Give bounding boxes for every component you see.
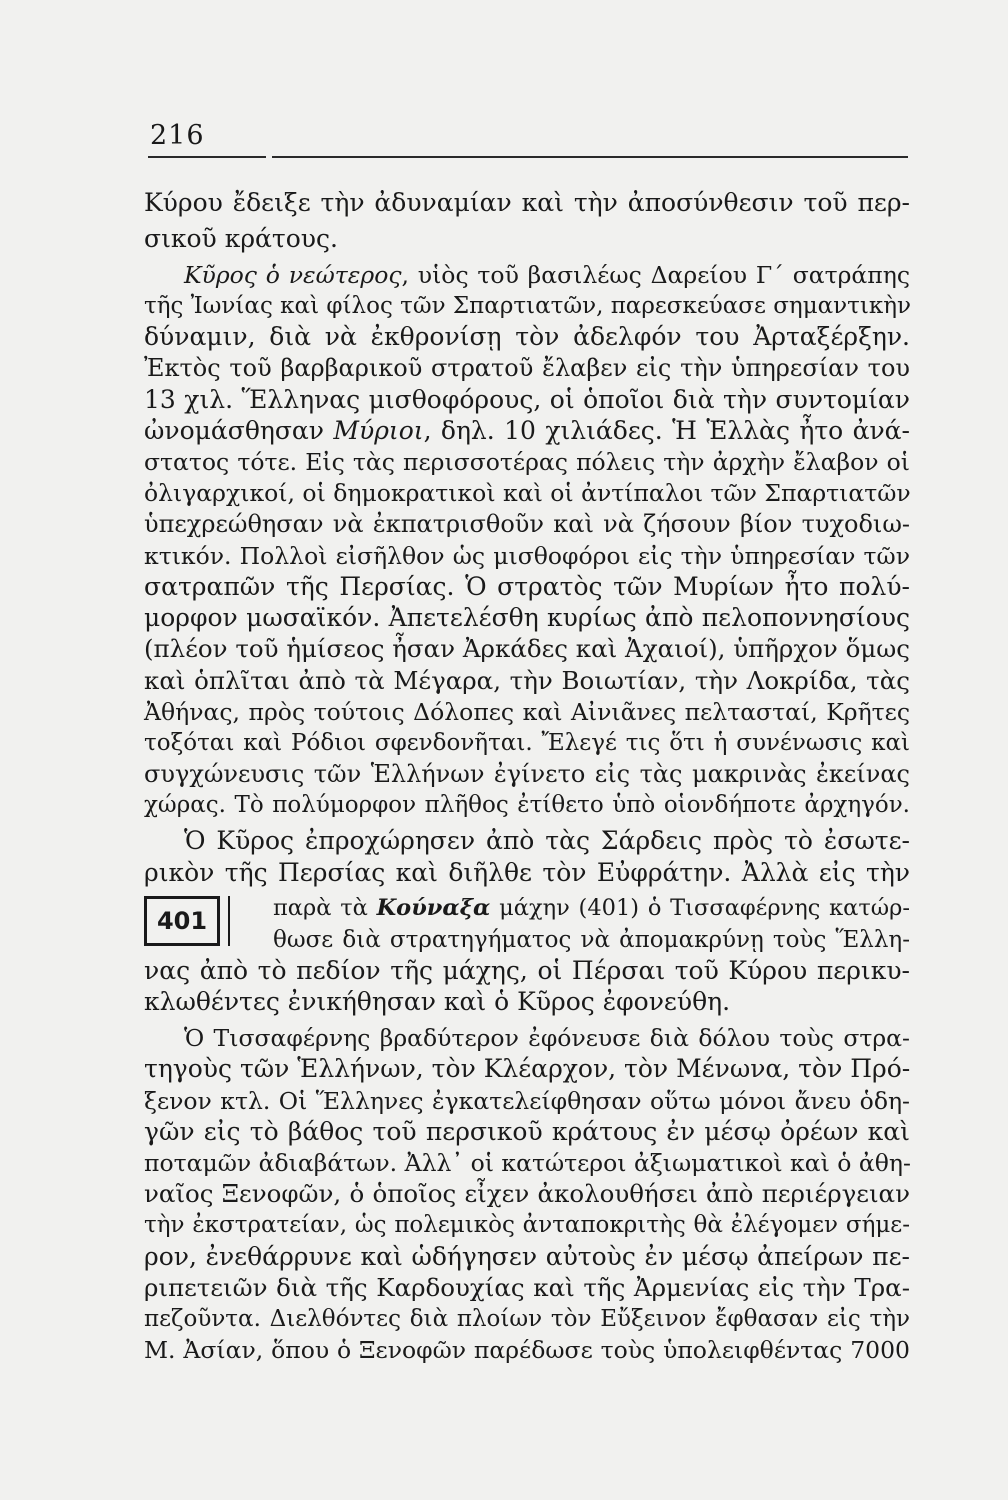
text-line: Ὁ Κῦρος ἐπροχώρησεν ἀπὸ τὰς Σάρδεις πρὸς τὸ ἐσωτε- — [184, 826, 910, 855]
text-segment: ὠνομάσθησαν — [144, 416, 334, 445]
italic-name: Κῦρος ὁ νεώτερος — [184, 261, 402, 289]
text-segment: παρὰ τὰ — [273, 895, 377, 921]
header-rule-short — [148, 156, 266, 158]
text-line: Ἀθήνας, πρὸς τούτοις Δόλοπες καὶ Αἰνιᾶνες πελτασταί, Κρῆτες — [144, 698, 910, 726]
text-line: ρικὸν τῆς Περσίας καὶ διῆλθε τὸν Εὐφράτην. Ἀλλὰ εἰς τὴν — [144, 858, 910, 887]
text-line: Μ. Ἀσίαν, ὅπου ὁ Ξενοφῶν παρέδωσε τοὺς ὑπολειφθέντας 7000 — [144, 1336, 910, 1364]
text-line: στατος τότε. Εἰς τὰς περισσοτέρας πόλεις τὴν ἀρχὴν ἔλαβον οἱ — [144, 448, 910, 476]
text-line: (πλέον τοῦ ἡμίσεος ἦσαν Ἀρκάδες καὶ Ἀχαιοί), ὑπῆρχον ὅμως — [144, 634, 910, 663]
text-line: κτικόν. Πολλοὶ εἰσῆλθον ὡς μισθοφόροι εἰς τὴν ὑπηρεσίαν τῶν — [144, 542, 910, 570]
text-line: Κύρου ἔδειξε τὴν ἀδυναμίαν καὶ τὴν ἀποσύνθεσιν τοῦ περ- — [144, 188, 910, 217]
text-segment: μάχην (401) ὁ Τισσαφέρνης κατώρ- — [490, 895, 910, 921]
page-number: 216 — [150, 120, 205, 151]
text-line: γῶν εἰς τὸ βάθος τοῦ περσικοῦ κράτους ἐν μέσῳ ὀρέων καὶ — [144, 1117, 910, 1146]
text-line: ποταμῶν ἀδιαβάτων. Ἀλλ᾿ οἱ κατώτεροι ἀξιωματικοὶ καὶ ὁ ἀθη- — [144, 1149, 911, 1177]
text-line: σικοῦ κράτους. — [144, 224, 338, 253]
header-rule-long — [272, 156, 908, 158]
text-line: κλωθέντες ἐνικήθησαν καὶ ὁ Κῦρος ἐφονεύθη. — [144, 987, 731, 1016]
text-line: πεζοῦντα. Διελθόντες διὰ πλοίων τὸν Εὔξεινον ἔφθασαν εἰς τὴν — [144, 1306, 910, 1332]
text-line: ρον, ἐνεθάρρυνε καὶ ὡδήγησεν αὐτοὺς ἐν μέσῳ ἀπείρων πε- — [144, 1242, 910, 1271]
text-line: νας ἀπὸ τὸ πεδίον τῆς μάχης, οἱ Πέρσαι τοῦ Κύρου περικυ- — [144, 956, 910, 985]
italic-name: Μύριοι — [333, 416, 424, 445]
year-marker-box: 401 — [144, 896, 220, 946]
text-line: μορφον μωσαϊκόν. Ἀπετελέσθη κυρίως ἀπὸ πελοποννησίους — [144, 603, 910, 632]
text-line: 13 χιλ. Ἕλληνας μισθοφόρους, οἱ ὁποῖοι διὰ τὴν συντομίαν — [144, 385, 910, 414]
text-line: τηγοὺς τῶν Ἑλλήνων, τὸν Κλέαρχον, τὸν Μένωνα, τὸν Πρό- — [144, 1054, 911, 1083]
text-line: θωσε διὰ στρατηγήματος νὰ ἀπομακρύνῃ τοὺς Ἕλλη- — [273, 927, 910, 953]
text-line: ὑπεχρεώθησαν νὰ ἐκπατρισθοῦν καὶ νὰ ζήσουν βίον τυχοδιω- — [144, 510, 910, 538]
text-line: τῆς Ἰωνίας καὶ φίλος τῶν Σπαρτιατῶν, παρεσκεύασε σημαντικὴν — [144, 293, 912, 319]
year-marker-bar — [228, 896, 230, 946]
text-segment: , υἱὸς τοῦ βασιλέως Δαρείου Γ΄ σατράπης — [401, 261, 910, 289]
text-line: συγχώνευσις τῶν Ἑλλήνων ἐγίνετο εἰς τὰς μακρινὰς ἐκείνας — [144, 760, 910, 788]
bold-place-name: Κούναξα — [376, 895, 491, 921]
text-line: καὶ ὁπλῖται ἀπὸ τὰ Μέγαρα, τὴν Βοιωτίαν, τὴν Λοκρίδα, τὰς — [144, 666, 910, 695]
text-line: Ὁ Τισσαφέρνης βραδύτερον ἐφόνευσε διὰ δόλου τοὺς στρα- — [184, 1024, 910, 1052]
text-line: ριπετειῶν διὰ τῆς Καρδουχίας καὶ τῆς Ἀρμενίας εἰς τὴν Τρα- — [144, 1273, 910, 1302]
text-line: τοξόται καὶ Ρόδιοι σφενδονῆται. Ἔλεγέ τις ὅτι ἡ συνένωσις καὶ — [144, 730, 910, 756]
text-line — [144, 416, 910, 446]
text-line: σατραπῶν τῆς Περσίας. Ὁ στρατὸς τῶν Μυρίων ἦτο πολύ- — [144, 572, 910, 601]
text-line — [273, 893, 910, 923]
text-line: δύναμιν, διὰ νὰ ἐκθρονίσῃ τὸν ἀδελφόν του Ἀρταξέρξην. — [144, 322, 910, 351]
text-line: ὀλιγαρχικοί, οἱ δημοκρατικοὶ καὶ οἱ ἀντίπαλοι τῶν Σπαρτιατῶν — [144, 479, 911, 507]
text-line: ναῖος Ξενοφῶν, ὁ ὁποῖος εἶχεν ἀκολουθήσει ἀπὸ περιέργειαν — [144, 1179, 910, 1208]
text-segment: , δηλ. 10 χιλιάδες. Ἡ Ἑλλὰς ἦτο ἀνά- — [423, 416, 910, 445]
text-line — [184, 260, 910, 290]
text-line: τὴν ἐκστρατείαν, ὡς πολεμικὸς ἀνταποκριτὴς θὰ ἐλέγομεν σήμε- — [144, 1212, 910, 1238]
text-line: χώρας. Τὸ πολύμορφον πλῆθος ἐτίθετο ὑπὸ οἱονδήποτε ἀρχηγόν. — [144, 792, 910, 818]
text-line: ξενον κτλ. Οἱ Ἕλληνες ἐγκατελείφθησαν οὕτω μόνοι ἄνευ ὁδη- — [144, 1087, 910, 1115]
text-line: Ἐκτὸς τοῦ βαρβαρικοῦ στρατοῦ ἔλαβεν εἰς τὴν ὑπηρεσίαν του — [144, 354, 910, 382]
